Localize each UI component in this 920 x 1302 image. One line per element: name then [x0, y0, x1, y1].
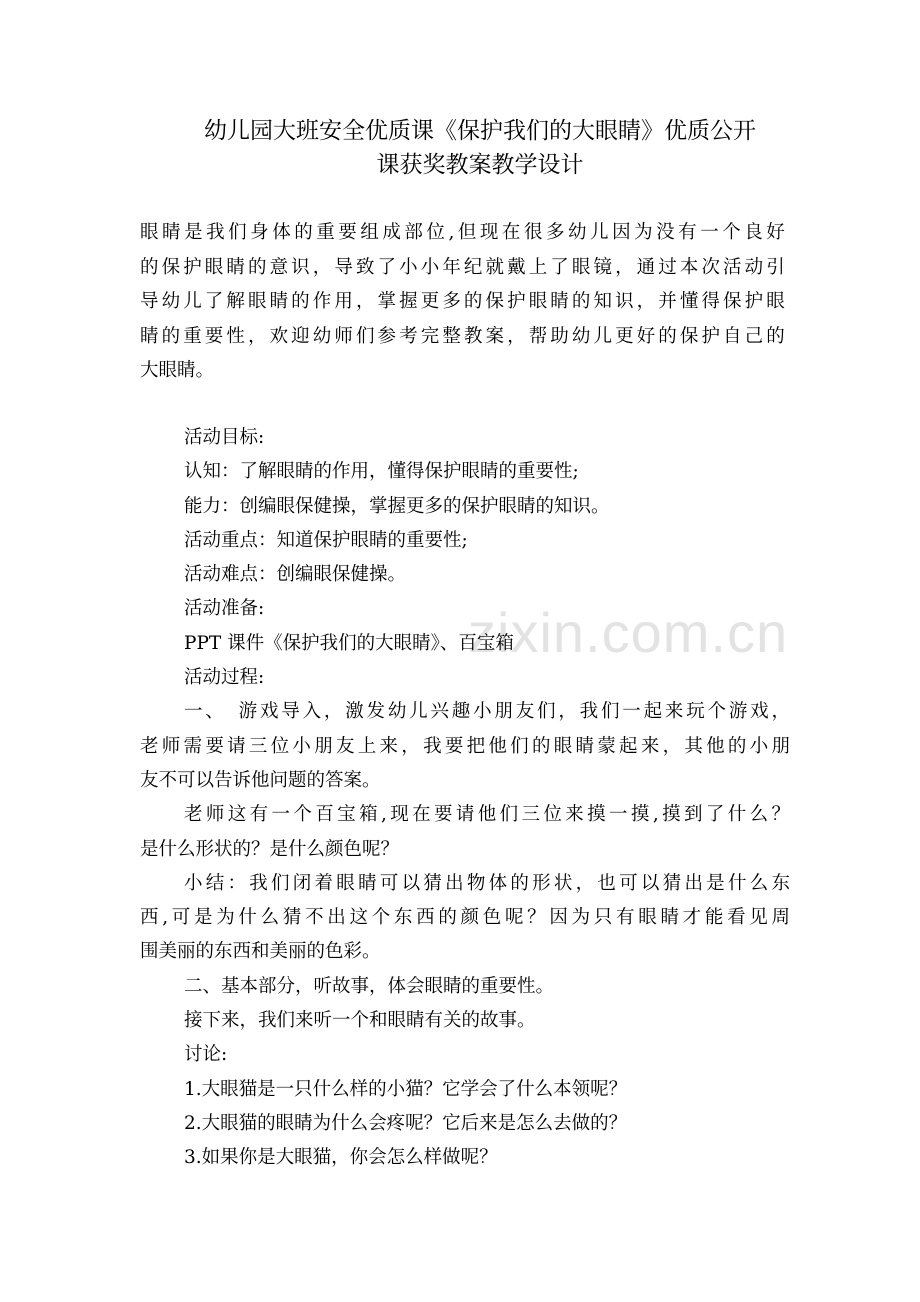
intro-line: 导 幼 儿 了 解 眼 睛 的 作 用 ， 掌 握 更 多 的 保 护 眼 睛 的 知 识 ， 并 懂 得 保 护 眼	[140, 291, 785, 312]
summary-line: 西,可是为什么猜不出这个东西的颜色呢？因为只有眼睛才能看见周	[140, 907, 790, 929]
step1b-line: 是什么形状的？是什么颜色呢？	[140, 838, 400, 860]
step2-intro: 接下来，我们来听一个和眼睛有关的故事。	[184, 1010, 536, 1032]
discussion-heading: 讨论:	[184, 1044, 228, 1066]
goals-heading: 活动目标:	[184, 427, 265, 448]
discussion-question: 1.大眼猫是一只什么样的小猫？它学会了什么本领呢？	[184, 1078, 628, 1100]
prep-heading: 活动准备:	[184, 598, 265, 620]
intro-line: 大眼睛。	[140, 360, 215, 381]
step1-line: 一、 游戏导入，激发幼儿兴趣小朋友们，我们一起来玩个游戏，	[184, 701, 790, 723]
lesson-body	[140, 421, 800, 1176]
watermark: zixin.com.cn	[468, 601, 789, 664]
intro-line: 睛 的 重 要 性 ， 欢 迎 幼 师 们 参 考 完 整 教 案 ， 帮 助 幼 儿 更 好 的 保 护 自 己 的	[140, 325, 785, 347]
discussion-question: 3.如果你是大眼猫，你会怎么样做呢？	[184, 1147, 498, 1169]
page-title-continued: 课获奖教案教学设计	[376, 152, 584, 178]
goal-ability: 能力：创编眼保健操，掌握更多的保护眼睛的知识。	[184, 495, 610, 517]
summary-line: 小结：我们闭着眼睛可以猜出物体的形状，也可以猜出是什么东	[184, 872, 790, 894]
intro-line: 眼 睛 是 我 们 身 体 的 重 要 组 成 部 位 , 但 现 在 很 多 幼 儿 因 为 没 有 一 个 良 好	[140, 222, 785, 243]
process-heading: 活动过程:	[184, 667, 265, 689]
step2-heading: 二、基本部分，听故事，体会眼睛的重要性。	[184, 975, 555, 997]
discussion-question: 2.大眼猫的眼睛为什么会疼呢？它后来是怎么去做的？	[184, 1112, 628, 1134]
step1-line: 友不可以告诉他问题的答案。	[140, 769, 381, 791]
step1-line: 老师需要请三位小朋友上来，我要把他们的眼睛蒙起来，其他的小朋	[140, 735, 790, 757]
intro-line: 的 保 护 眼 睛 的 意 识 ， 导 致 了 小 小 年 纪 就 戴 上 了 眼 镜 ， 通 过 本 次 活 动 引	[140, 256, 785, 278]
summary-line: 围美丽的东西和美丽的色彩。	[140, 941, 381, 963]
intro-paragraph	[140, 216, 785, 389]
key-point: 活动重点：知道保护眼睛的重要性;	[184, 529, 468, 551]
goal-cognition: 认知：了解眼睛的作用，懂得保护眼睛的重要性;	[184, 461, 579, 483]
difficulty: 活动难点：创编眼保健操。	[184, 564, 407, 586]
page-title: 幼儿园大班安全优质课《保护我们的大眼睛》优质公开	[204, 118, 756, 144]
prep-items: PPT 课件《保护我们的大眼睛》、百宝箱	[184, 632, 514, 654]
step1b-line: 老师这有一个百宝箱,现在要请他们三位来摸一摸,摸到了什么？	[184, 804, 790, 826]
